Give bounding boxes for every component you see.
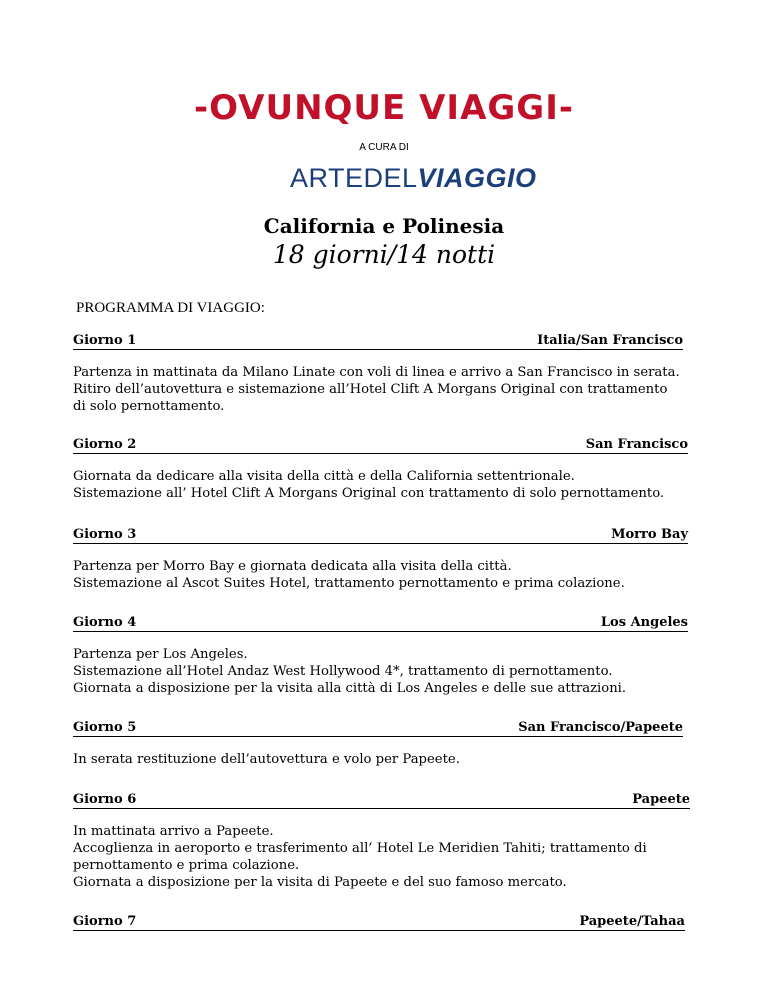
day-place: Italia/San Francisco — [537, 333, 683, 348]
day-header — [73, 524, 688, 544]
day-description — [73, 364, 683, 415]
logo-part-1: ARTEDEL — [290, 163, 418, 193]
day-line: Sistemazione al Ascot Suites Hotel, trattamento pernottamento e prima colazione. — [73, 576, 625, 591]
day-line: Sistemazione all’ Hotel Clift A Morgans Original con trattamento di solo pernottamento. — [73, 486, 665, 501]
day-header — [73, 717, 683, 737]
day-section — [73, 789, 690, 891]
day-description — [73, 558, 688, 592]
day-section — [73, 434, 688, 502]
day-place: San Francisco — [585, 437, 688, 452]
day-section — [73, 911, 685, 931]
trip-title: California e Polinesia — [263, 214, 505, 238]
day-label: Giorno 4 — [73, 615, 137, 630]
day-label: Giorno 1 — [73, 333, 137, 348]
day-line: Sistemazione all’Hotel Andaz West Hollywood 4*, trattamento di pernottamento. — [73, 664, 613, 679]
day-description — [73, 646, 688, 697]
day-line: Giornata a disposizione per la visita di Papeete e del suo famoso mercato. — [73, 875, 567, 890]
day-line: Partenza per Los Angeles. — [73, 647, 248, 662]
day-line: In serata restituzione dell’autovettura e volo per Papeete. — [73, 752, 460, 767]
trip-duration: 18 giorni/14 notti — [272, 240, 496, 269]
day-header — [73, 434, 688, 454]
day-line: Accoglienza in aeroporto e trasferimento all’ Hotel Le Meridien Tahiti; trattamento di — [73, 841, 647, 856]
day-label: Giorno 3 — [73, 527, 137, 542]
artedelviaggio-logo — [290, 163, 537, 193]
day-description — [73, 468, 688, 502]
day-line: Partenza per Morro Bay e giornata dedicata alla visita della città. — [73, 559, 512, 574]
day-header — [73, 789, 690, 809]
day-label: Giorno 6 — [73, 792, 137, 807]
day-place: Papeete — [632, 792, 690, 807]
day-section — [73, 717, 683, 768]
day-header — [73, 911, 685, 931]
day-section — [73, 330, 683, 415]
day-line: Partenza in mattinata da Milano Linate con voli di linea e arrivo a San Francisco in serata. — [73, 365, 680, 380]
day-section — [73, 612, 688, 697]
day-header — [73, 330, 683, 350]
brand-title: -OVUNQUE VIAGGI- — [194, 88, 574, 128]
day-section — [73, 524, 688, 592]
day-header — [73, 612, 688, 632]
program-label: PROGRAMMA DI VIAGGIO: — [76, 300, 265, 316]
day-description — [73, 823, 690, 891]
day-line: di solo pernottamento. — [73, 399, 225, 414]
day-line: Giornata da dedicare alla visita della città e della California settentrionale. — [73, 469, 575, 484]
day-line: In mattinata arrivo a Papeete. — [73, 824, 274, 839]
day-label: Giorno 7 — [73, 914, 137, 929]
day-line: pernottamento e prima colazione. — [73, 858, 300, 873]
day-place: Los Angeles — [600, 615, 688, 630]
logo-part-2: VIAGGIO — [417, 163, 537, 193]
day-place: Morro Bay — [611, 527, 688, 542]
brand-subtitle: A CURA DI — [359, 142, 409, 153]
day-description — [73, 751, 683, 768]
day-line: Ritiro dell’autovettura e sistemazione all’Hotel Clift A Morgans Original con trattamento — [73, 382, 668, 397]
day-place: San Francisco/Papeete — [518, 720, 683, 735]
day-label: Giorno 5 — [73, 720, 137, 735]
day-line: Giornata a disposizione per la visita alla città di Los Angeles e delle sue attrazioni. — [73, 681, 627, 696]
day-place: Papeete/Tahaa — [579, 914, 685, 929]
day-label: Giorno 2 — [73, 437, 137, 452]
